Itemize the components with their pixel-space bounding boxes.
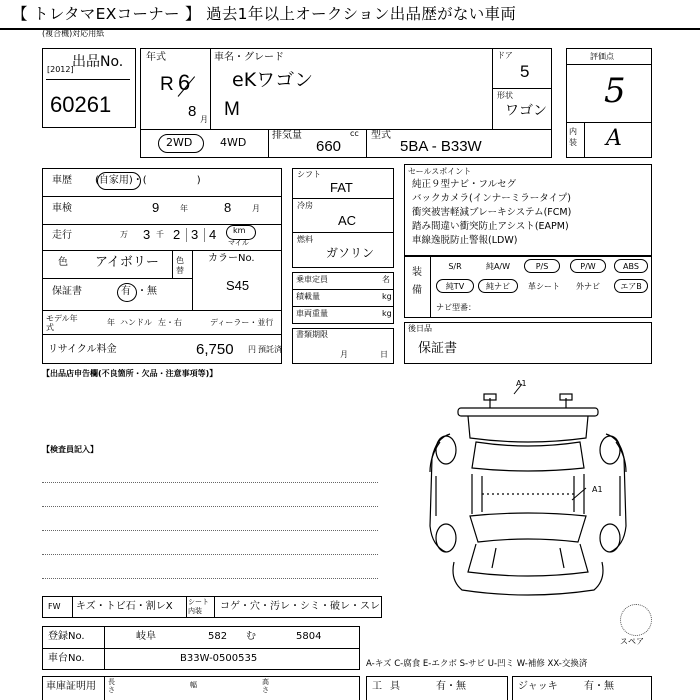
lot-label: 出品No. — [72, 54, 124, 70]
shift-value: FAT — [330, 180, 353, 195]
handle-label: ハンドル — [120, 318, 152, 327]
door-value: 5 — [520, 62, 530, 81]
sales-point-3: 衝突被害軽減ブレーキシステム(FCM) — [412, 207, 572, 218]
seat-text: コゲ・穴・汚レ・シミ・破レ・スレ — [220, 601, 380, 612]
parking-length: 長さ — [108, 678, 115, 694]
recycle-unit: 円 — [248, 345, 256, 354]
year-era: R — [160, 74, 174, 95]
sales-point-4: 踏み間違い衝突防止アシスト(EAPM) — [412, 221, 569, 232]
inspection-year-unit: 年 — [180, 204, 188, 213]
color-label: 色 — [58, 257, 68, 268]
car-name: eKワゴン — [232, 69, 314, 91]
mileage-digit-4: 4 — [209, 227, 217, 242]
warranty-yes: 有 — [121, 286, 131, 297]
capacity-unit: 名 — [382, 275, 390, 284]
mileage-mile: マイル — [228, 239, 249, 247]
spare-label: スペア — [620, 637, 644, 646]
sales-point-5: 車線逸脱防止警報(LDW) — [412, 235, 518, 246]
chassis-value: B33W-0500535 — [180, 653, 258, 664]
sales-point-1: 純正９型ナビ・フルセグ — [412, 179, 517, 190]
score-label: 評価点 — [590, 52, 614, 61]
tools-label: 工具 — [372, 681, 408, 692]
mileage-sen: 千 — [156, 230, 164, 239]
car-grade: M — [224, 99, 240, 120]
warranty-no: ・無 — [137, 286, 157, 297]
equip-ps: P/S — [524, 259, 560, 273]
door-label: ドア — [497, 51, 513, 60]
parking-width: 幅 — [190, 681, 197, 689]
color-value: アイボリー — [95, 255, 159, 270]
lot-year-tag: [2012] — [47, 65, 74, 74]
car-body-diagram — [410, 376, 650, 616]
jack-label: ジャッキ — [518, 681, 558, 692]
equip-pw: P/W — [570, 259, 606, 273]
aircon-label: 冷房 — [297, 201, 313, 210]
seat-label: シート内装 — [188, 598, 209, 615]
fw-text: キズ・トビ石・割レX — [76, 601, 173, 612]
shift-label: シフト — [297, 170, 321, 179]
diagram-mark-2: A1 — [592, 485, 603, 494]
mileage-digit-3: 3 — [191, 227, 199, 242]
displacement-label: 排気量 — [272, 130, 302, 141]
aircon-value: AC — [338, 213, 357, 228]
sales-points-label: セールスポイント — [408, 167, 472, 176]
after-items-value: 保証書 — [418, 341, 458, 356]
registration-class: 582 — [208, 631, 228, 642]
interior-label: 内装 — [569, 127, 577, 147]
parking-height: 高さ — [262, 678, 269, 694]
color-no-label: カラーNo. — [208, 253, 255, 264]
car-label: 車名・グレード — [214, 52, 284, 63]
tools-value: 有・無 — [436, 681, 466, 692]
equip-sr: S/R — [448, 262, 462, 271]
inspector-notes-label: 【検査員記入】 — [42, 445, 98, 454]
mileage-km: km — [233, 226, 246, 235]
load-unit: kg — [382, 292, 392, 301]
doc-deadline-month: 月 — [340, 350, 348, 359]
equip-airbag: エアB — [614, 279, 648, 293]
score-value: 5 — [604, 71, 626, 111]
year-value: 6 — [178, 70, 191, 95]
diagram-mark-1: A1 — [516, 379, 527, 388]
displacement-value: 660 — [316, 138, 342, 155]
shape-value: ワゴン — [505, 103, 547, 119]
registration-number: 5804 — [296, 631, 322, 642]
model-year-label: モデル年式 — [46, 314, 78, 332]
equip-ext-navi: 外ナビ — [576, 282, 600, 291]
interior-value: A — [606, 126, 622, 151]
recycle-label: リサイクル料金 — [48, 344, 117, 355]
recycle-value: 6,750 — [196, 341, 234, 358]
inspection-month-unit: 月 — [252, 204, 260, 213]
navi-model-label: ナビ型番： — [436, 303, 476, 312]
drive-2wd: 2WD — [166, 136, 193, 149]
fuel-label: 燃料 — [297, 235, 313, 244]
mileage-digit-1: 3 — [143, 227, 151, 242]
mileage-label: 走行 — [52, 230, 72, 241]
fw-label: FW — [48, 602, 61, 611]
header-title: 【 トレタマEXコーナー 】 過去1年以上オークション出品歴がない車両 — [12, 5, 517, 23]
inspection-month: 8 — [224, 200, 232, 215]
recycle-note: 預託済 — [258, 345, 282, 354]
handle-options: 左・右 — [158, 318, 182, 327]
registration-label: 登録No. — [48, 631, 85, 642]
drive-4wd: 4WD — [220, 136, 247, 149]
year-month-unit: 月 — [200, 115, 208, 124]
lot-number: 60261 — [50, 92, 112, 117]
weight-unit: kg — [382, 309, 392, 318]
history-label: 車歴 — [52, 175, 72, 186]
history-options: (自家用)・( ) — [95, 175, 201, 186]
model-label: 型式 — [371, 130, 391, 141]
model-year-unit: 年 — [107, 318, 115, 327]
year-label: 年式 — [146, 52, 166, 63]
equip-abs: ABS — [614, 259, 648, 273]
sheet-subtitle: (複合機)対応用紙 — [42, 29, 105, 38]
equipment-label: 装備 — [412, 267, 422, 296]
equip-tv: 純TV — [436, 279, 474, 293]
shape-label: 形状 — [497, 91, 513, 100]
jack-value: 有・無 — [584, 681, 614, 692]
damage-legend: A-キズ C-腐食 E-エクボ S-サビ U-凹ミ W-補修 XX-交換済 — [366, 659, 588, 669]
seller-notes-label: 【出品店申告欄(不良箇所・欠品・注意事項等)】 — [42, 369, 218, 378]
registration-place: 岐阜 — [136, 631, 156, 642]
inspection-label: 車検 — [52, 203, 72, 214]
mileage-man: 万 — [120, 230, 128, 239]
load-label: 積載量 — [296, 292, 320, 301]
registration-kana: む — [246, 631, 256, 642]
equip-navi: 純ナビ — [478, 279, 518, 293]
model-value: 5BA - B33W — [400, 138, 482, 155]
color-no-value: S45 — [226, 278, 250, 293]
doc-deadline-label: 書類期限 — [296, 330, 328, 339]
year-month: 8 — [188, 103, 197, 120]
equip-leather: 革シート — [528, 282, 560, 291]
doc-deadline-day: 日 — [380, 350, 388, 359]
inspection-year: 9 — [152, 200, 160, 215]
warranty-label: 保証書 — [52, 286, 82, 297]
sales-point-2: バックカメラ(インナーミラータイプ) — [412, 193, 571, 204]
fuel-value: ガソリン — [326, 246, 375, 260]
displacement-unit: cc — [350, 129, 359, 138]
weight-label: 車両重量 — [296, 309, 328, 318]
spare-circle — [620, 604, 652, 636]
chassis-label: 車台No. — [48, 653, 85, 664]
equip-alloy: 純A/W — [485, 262, 511, 271]
after-items-label: 後日品 — [408, 324, 432, 333]
parking-label: 車庫証明用 — [46, 681, 96, 692]
dealer-options: ディーラー・並行 — [210, 318, 274, 327]
mileage-digit-2: 2 — [173, 227, 181, 242]
capacity-label: 乗車定員 — [296, 275, 328, 284]
color-repaint: 色替 — [176, 256, 184, 275]
